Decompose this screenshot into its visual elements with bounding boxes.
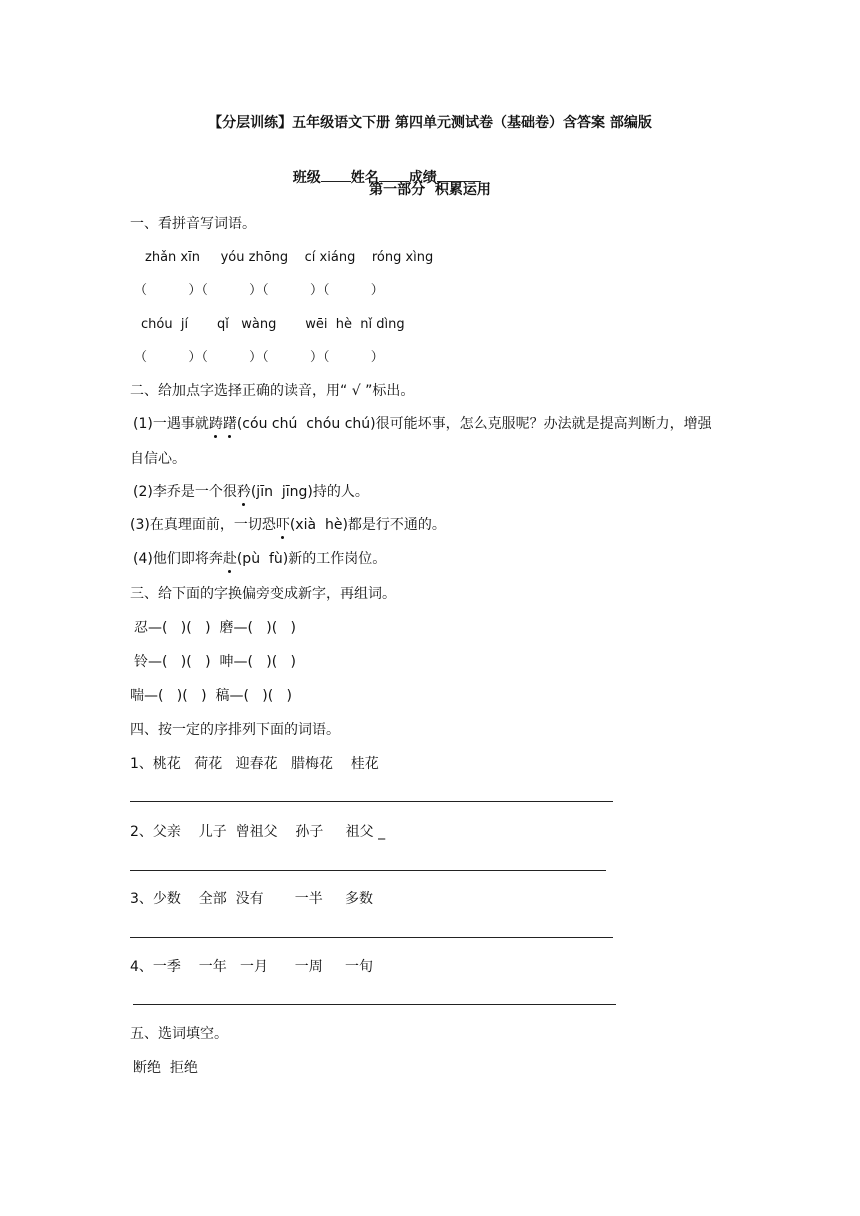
q2-dotted-char: 矜 [236,484,251,500]
radical-row-3: 喘—( )( ) 稿—( )( ) [130,688,292,704]
radical-row-1: 忍—( )( ) 磨—( )( ) [134,620,296,636]
document-title: 【分层训练】五年级语文下册 第四单元测试卷（基础卷）含答案 部编版 [208,115,652,131]
question-2-4 [133,549,386,569]
section-1-heading: 一、看拼音写词语。 [130,216,256,232]
score-label: 成绩 [408,170,437,186]
order-item-4: 4、一季 一年 一月 一周 一旬 [130,959,374,975]
radical-row-2: 铃—( )( ) 呻—( )( ) [134,654,296,670]
q1-text-a: (1)一遇事就 [133,416,209,432]
class-label: 班级 [292,170,321,186]
q4-text-a: (4)他们即将奔 [133,551,223,567]
question-2-1 [133,414,712,434]
q1-text-b: (cóu chú chóu chú)很可能坏事，怎么克服呢？办法就是提高判断力，增强 [236,416,712,432]
name-label: 姓名 [350,170,379,186]
order-item-2: 2、父亲 儿子 曾祖父 孙子 祖父 _ [130,824,386,840]
question-2-1-cont: 自信心。 [130,451,186,467]
q4-dotted-char: 赴 [222,551,237,567]
answer-line-3 [130,937,613,938]
q3-text-a: (3)在真理面前，一切恐 [130,517,276,533]
pinyin-row-1: zhǎn xīn yóu zhōng cí xiáng róng xìng [145,250,434,265]
section-2-heading: 二、给加点字选择正确的读音，用“ √ ”标出。 [130,383,415,399]
answer-brackets-row-1: （ ）（ ）（ ）（ ） [134,283,384,298]
order-item-1: 1、桃花 荷花 迎春花 腊梅花 桂花 [130,756,379,772]
section-4-heading: 四、按一定的序排列下面的词语。 [130,722,340,738]
part-title: 第一部分 积累运用 [369,182,491,198]
section-5-heading: 五、选词填空。 [130,1026,228,1042]
q2-text-a: (2)李乔是一个很 [133,484,237,500]
pinyin-row-2: chóu jí qǐ wàng wēi hè nǐ dìng [141,317,405,332]
answer-brackets-row-2: （ ）（ ）（ ）（ ） [134,350,384,365]
question-2-3 [130,515,446,535]
q1-dotted-char-1: 踌 [208,416,223,432]
order-item-3: 3、少数 全部 没有 一半 多数 [130,891,374,907]
q3-dotted-char: 吓 [275,517,290,533]
answer-line-1 [130,801,613,802]
q4-text-b: (pù fù)新的工作岗位。 [236,551,387,567]
answer-line-4 [133,1004,616,1005]
q3-text-b: (xià hè)都是行不通的。 [289,517,446,533]
question-2-2 [133,482,369,502]
word-choices: 断绝 拒绝 [133,1060,198,1076]
q1-dotted-char-2: 躇 [222,416,237,432]
section-3-heading: 三、给下面的字换偏旁变成新字，再组词。 [130,586,396,602]
q2-text-b: (jīn jīng)持的人。 [250,484,369,500]
answer-line-2 [130,870,606,871]
